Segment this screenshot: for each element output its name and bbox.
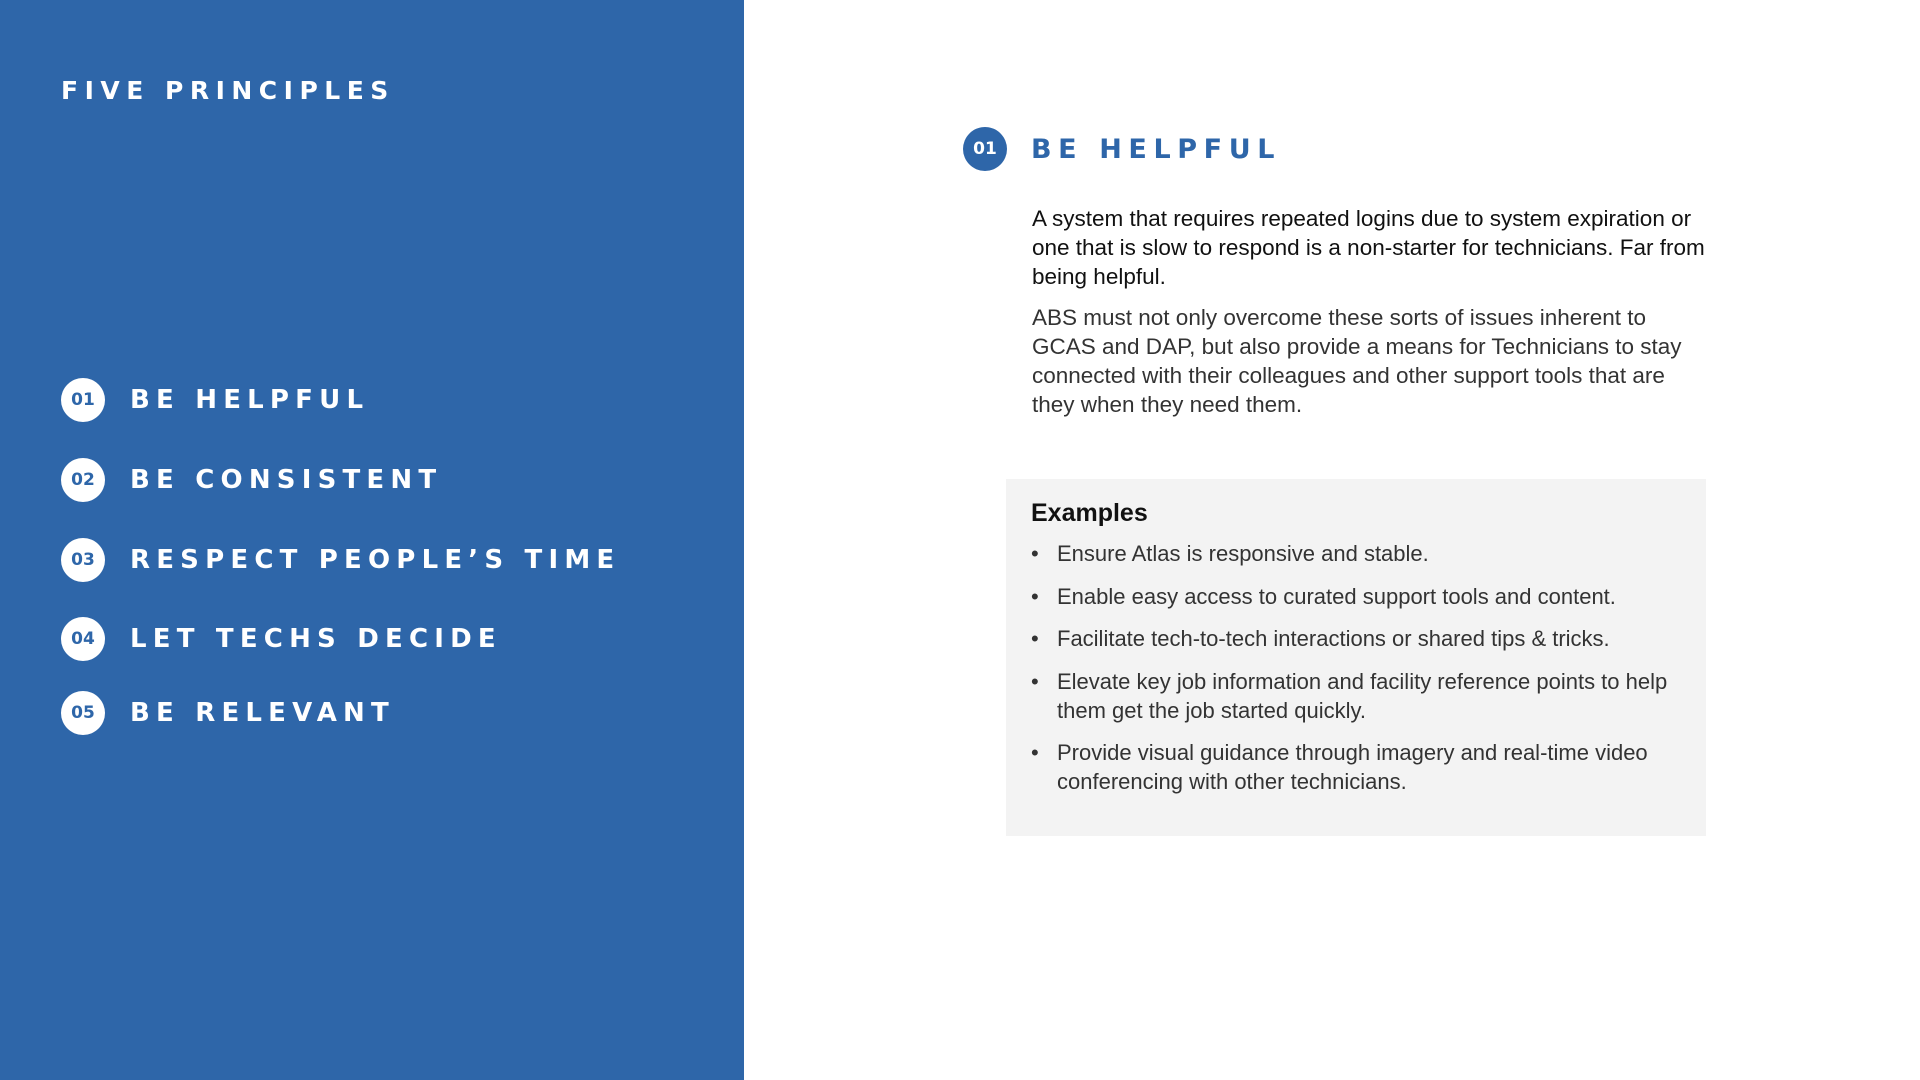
bullet-icon: • [1031,583,1039,609]
example-item [1031,582,1697,611]
section-heading [963,127,1281,171]
principle-label: RESPECT PEOPLE’S TIME [130,545,621,575]
principle-number-badge: 05 [61,691,105,735]
principle-item-respect-peoples-time[interactable] [61,537,620,583]
bullet-icon: • [1031,541,1039,566]
principles-sidebar [0,0,744,1080]
example-text: Elevate key job information and facility reference points to help them get the job started quickly. [1057,668,1668,723]
examples-heading: Examples [1031,499,1148,527]
detail-paragraph: ABS must not only overcome these sorts of issues inherent to GCAS and DAP, but also provide a means for Technicians to stay connected with their colleagues and other support tools that are they when they need them. [1032,305,1682,417]
principle-item-be-relevant[interactable] [61,690,395,736]
example-text: Facilitate tech-to-tech interactions or shared tips & tricks. [1057,626,1610,651]
example-item [1031,539,1697,568]
principle-label: BE CONSISTENT [130,465,443,495]
section-number-badge: 01 [963,127,1007,171]
principles-list [61,0,721,1080]
principle-number-badge: 01 [61,378,105,422]
principle-number-badge: 03 [61,538,105,582]
bullet-icon: • [1031,626,1039,651]
principle-item-be-helpful[interactable] [61,377,369,423]
intro-paragraph: A system that requires repeated logins due to system expiration or one that is slow to respond is a non-starter for technicians. Far from being helpful. [1032,206,1705,289]
principle-item-be-consistent[interactable] [61,457,442,503]
principle-label: BE RELEVANT [130,698,395,728]
sidebar-title: FIVE PRINCIPLES [61,76,395,105]
principle-number-badge: 02 [61,458,105,502]
example-item [1031,667,1697,725]
section-title: BE HELPFUL [1031,133,1282,165]
example-item [1031,624,1697,653]
examples-list [1031,539,1706,796]
principle-item-let-techs-decide[interactable] [61,616,502,662]
example-item [1031,738,1697,796]
bullet-icon: • [1031,740,1039,765]
example-text: Enable easy access to curated support tools and content. [1057,583,1616,609]
principle-label: BE HELPFUL [130,385,370,415]
principle-number-badge: 04 [61,617,105,661]
example-text: Ensure Atlas is responsive and stable. [1057,541,1429,566]
example-text: Provide visual guidance through imagery and real-time video conferencing with other technicians. [1057,740,1648,794]
bullet-icon: • [1031,668,1039,694]
examples-panel [1006,479,1706,836]
principle-label: LET TECHS DECIDE [130,624,502,654]
